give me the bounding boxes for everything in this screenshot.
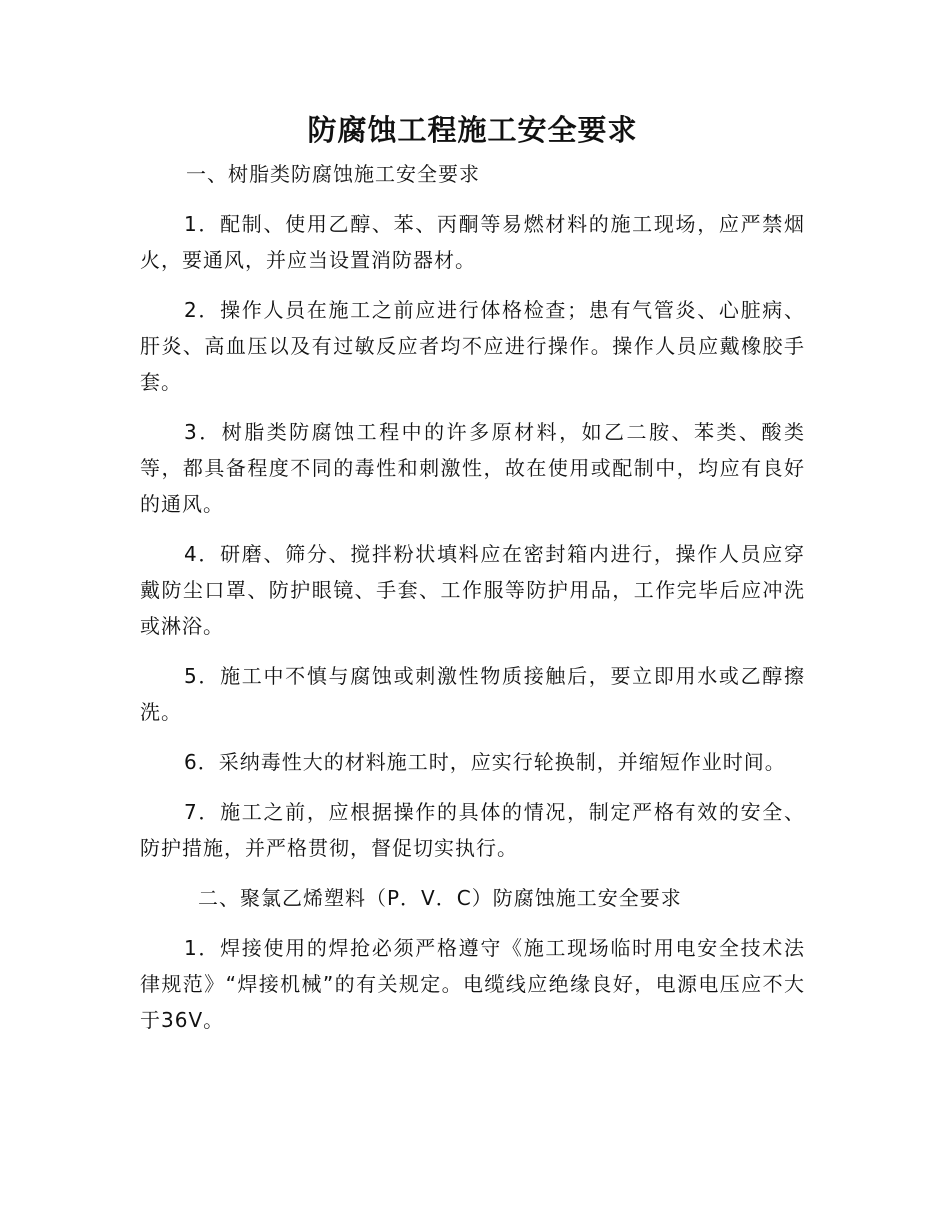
paragraph-resin-2: 2．操作人员在施工之前应进行体格检查；患有气管炎、心脏病、肝炎、高血压以及有过敏反应者均不应进行操作。操作人员应戴橡胶手套。 — [140, 298, 805, 394]
section-heading-resin: 一、树脂类防腐蚀施工安全要求 — [186, 162, 480, 186]
paragraph-resin-1: 1．配制、使用乙醇、苯、丙酮等易燃材料的施工现场，应严禁烟火，要通风，并应当设置消防器材。 — [140, 212, 805, 272]
paragraph-pvc-1: 1．焊接使用的焊抢必须严格遵守《施工现场临时用电安全技术法律规范》“焊接机械”的有关规定。电缆线应绝缘良好，电源电压应不大于36V。 — [140, 936, 805, 1032]
paragraph-resin-4: 4．研磨、筛分、搅拌粉状填料应在密封箱内进行，操作人员应穿戴防尘口罩、防护眼镜、手套、工作服等防护用品，工作完毕后应冲洗或淋浴。 — [140, 542, 805, 638]
document-body — [140, 108, 805, 1052]
section-heading-pvc: 二、聚氯乙烯塑料（P．V．C）防腐蚀施工安全要求 — [198, 886, 682, 910]
document-title: 防腐蚀工程施工安全要求 — [307, 113, 638, 147]
paragraph-resin-7: 7．施工之前，应根据操作的具体的情况，制定严格有效的安全、防护措施，并严格贯彻，督促切实执行。 — [140, 800, 805, 860]
paragraph-resin-6: 6．采纳毒性大的材料施工时，应实行轮换制，并缩短作业时间。 — [184, 750, 786, 774]
paragraph-resin-5: 5．施工中不慎与腐蚀或刺激性物质接触后，要立即用水或乙醇擦洗。 — [140, 664, 805, 724]
paragraph-resin-3: 3．树脂类防腐蚀工程中的许多原材料，如乙二胺、苯类、酸类等，都具备程度不同的毒性和刺激性，故在使用或配制中，均应有良好的通风。 — [140, 420, 805, 516]
